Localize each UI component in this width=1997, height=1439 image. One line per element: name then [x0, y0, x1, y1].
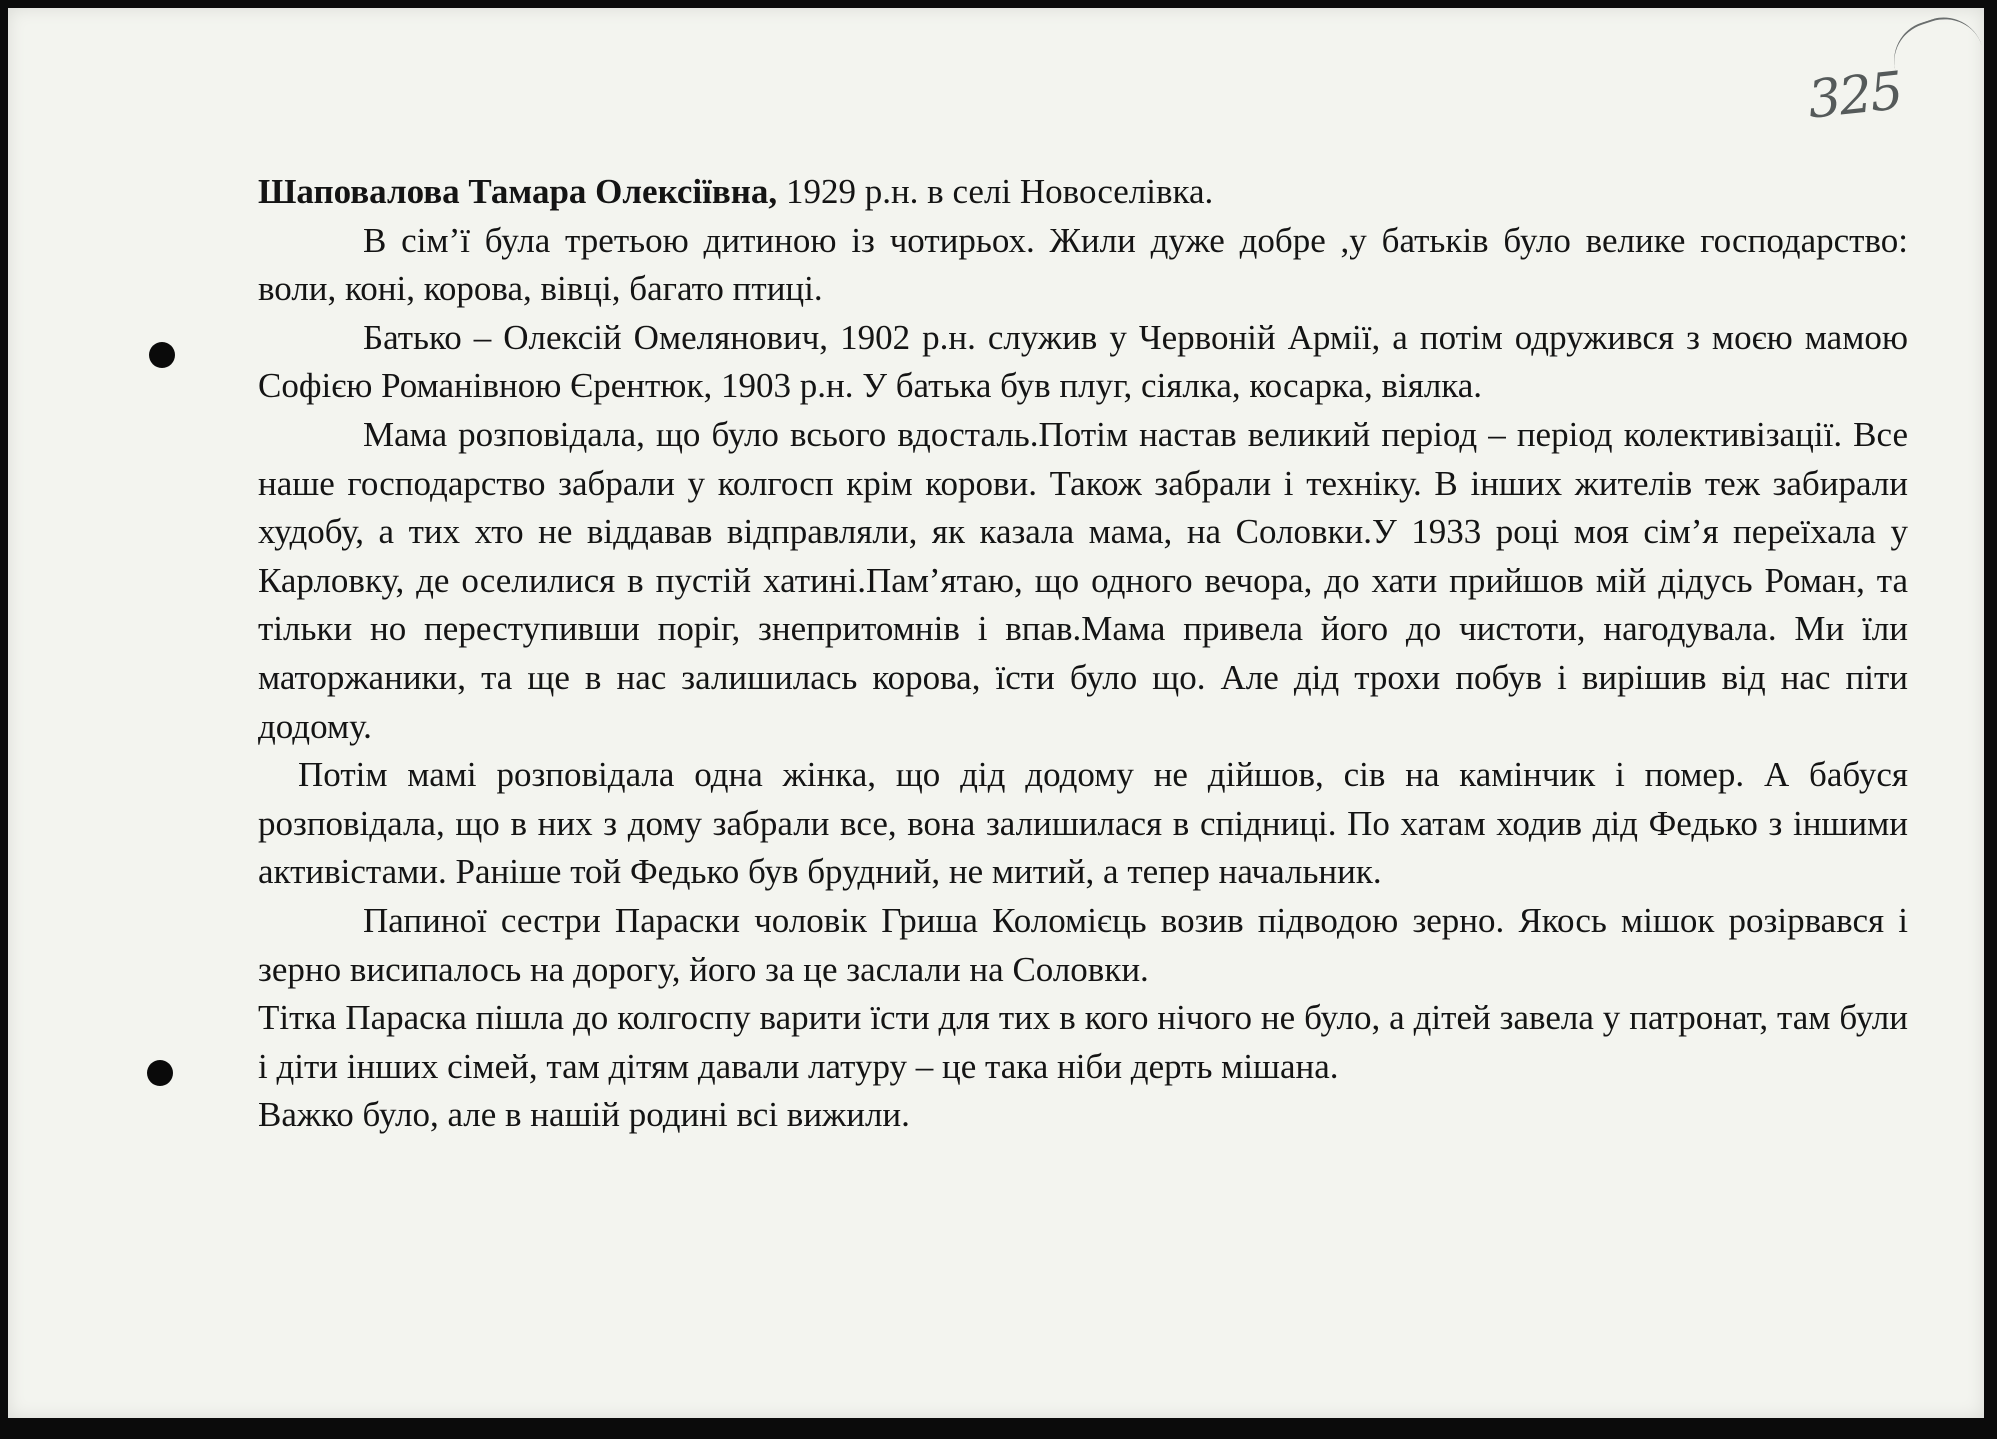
heading-line — [258, 168, 1908, 217]
testimony-text — [258, 168, 1908, 1140]
punch-hole-top — [149, 342, 175, 368]
paragraph-family: В сім’ї була третьою дитиною із чотирьох. Жили дуже добре ,у батьків було велике господарство: воли, коні, корова, вівці, багато птиці. — [258, 220, 1908, 309]
person-name: Шаповалова Тамара Олексіївна, — [258, 172, 778, 211]
paragraph-aunt-husband: Папиної сестри Параски чоловік Гриша Коломієць возив підводою зерно. Якось мішок розірвався і зерно висипалось на дорогу, його за це заслали на Соловки. — [258, 900, 1908, 989]
handwritten-stroke — [1884, 8, 1983, 75]
birth-details: 1929 р.н. в селі Новоселівка. — [777, 172, 1214, 211]
punch-hole-bottom — [147, 1060, 173, 1086]
paragraph-collectivization: Мама розповідала, що було всього вдосталь.Потім настав великий період – період колективізації. Все наше господарство забрали у колгосп крім корови. Також забрали і техніку. В інших жителів теж забирали худобу, а тих хто не віддавав відправляли, як казала мама, на Соловки.У 1933 році моя сім’я переїхала у Карловку, де оселилися в пустій хатині.Пам’ятаю, що одного вечора, до хати прийшов мій дідусь Роман, та тільки но переступивши поріг, знепритомнів і впав.Мама привела його до чистоти, нагодувала. Ми їли маторжаники, та ще в нас залишилась корова, їсти було що. Але дід трохи побув і вирішив від нас піти додому. — [258, 414, 1908, 746]
paragraph-grandfather-death: Потім мамі розповідала одна жінка, що дід додому не дійшов, сів на камінчик і помер. А бабуся розповідала, що в них з дому забрали все, вона залишилася в спідниці. По хатам ходив дід Федько з іншими активістами. Раніше той Федько був брудний, не митий, а тепер начальник. — [258, 755, 1908, 892]
paragraph-father: Батько – Олексій Омелянович, 1902 р.н. служив у Червоній Армії, а потім одружився з моєю мамою Софією Романівною Єрентюк, 1903 р.н. У батька був плуг, сіялка, косарка, віялка. — [258, 317, 1908, 406]
paper-sheet — [8, 8, 1984, 1418]
paragraph-aunt-paraska: Тітка Параска пішла до колгоспу варити їсти для тих в кого нічого не було, а дітей завела у патронат, там були і діти інших сімей, там дітям давали латуру – це така ніби дерть мішана. — [258, 998, 1908, 1086]
handwritten-page-number: 325 — [1805, 61, 1905, 131]
paragraph-conclusion: Важко було, але в нашій родині всі вижили. — [258, 1095, 910, 1135]
